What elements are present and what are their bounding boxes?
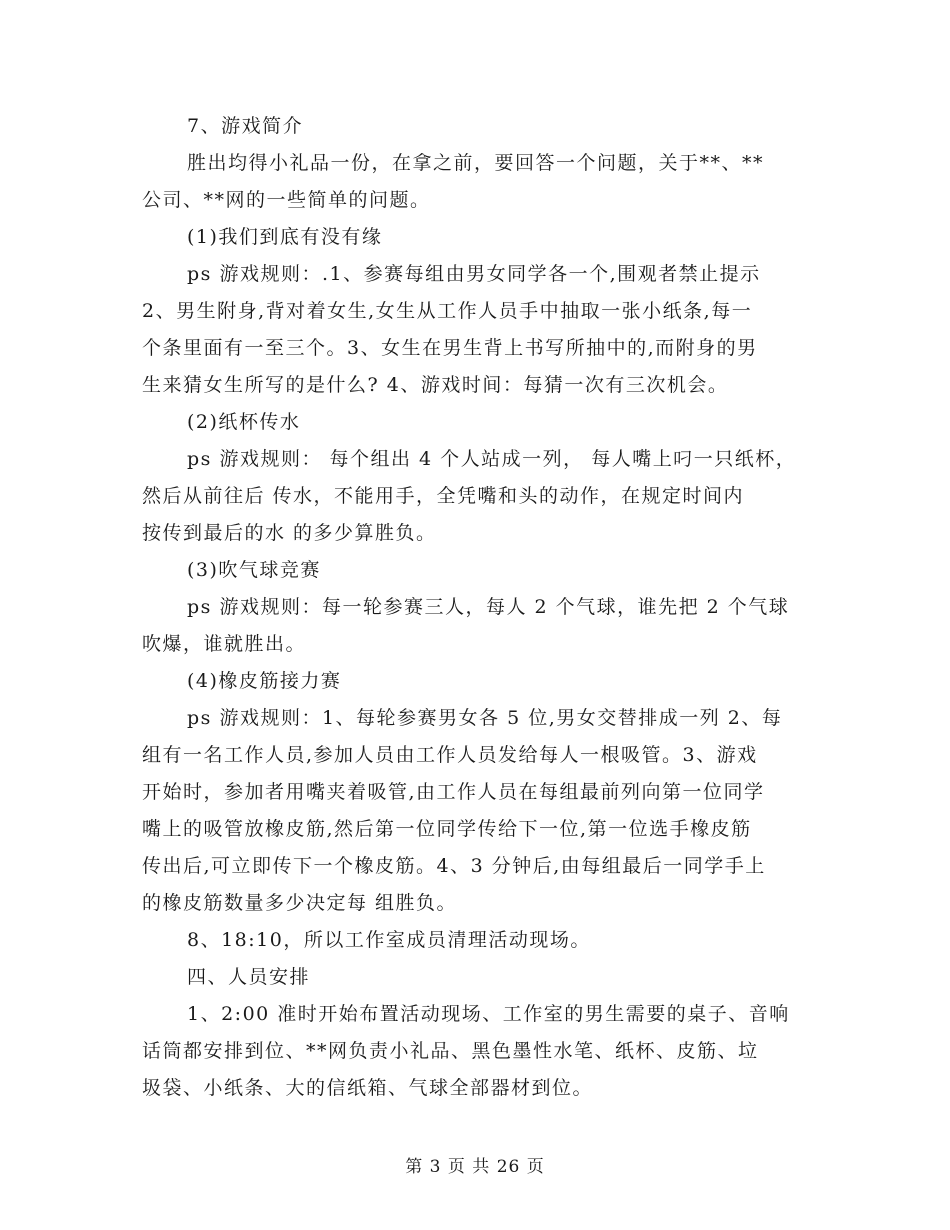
paragraph-line: 开始时，参加者用嘴夹着吸管,由工作人员在每组最前列向第一位同学 xyxy=(142,781,765,803)
paragraph-line: 公司、**网的一些简单的问题。 xyxy=(142,189,431,211)
subheading-game-1: (1)我们到底有没有缘 xyxy=(187,226,383,248)
paragraph-line: 生来猜女生所写的是什么? 4、游戏时间：每猜一次有三次机会。 xyxy=(142,374,729,396)
document-body xyxy=(142,108,814,1107)
paragraph-line: 8、18:10，所以工作室成员清理活动现场。 xyxy=(187,929,591,951)
paragraph-line: 胜出均得小礼品一份，在拿之前，要回答一个问题，关于**、** xyxy=(187,152,765,174)
paragraph-line: 然后从前往后 传水，不能用手，全凭嘴和头的动作，在规定时间内 xyxy=(142,485,745,507)
paragraph-line: 嘴上的吸管放橡皮筋,然后第一位同学传给下一位,第一位选手橡皮筋 xyxy=(142,818,752,840)
subheading-game-4: (4)橡皮筋接力赛 xyxy=(187,670,342,692)
paragraph-line: 按传到最后的水 的多少算胜负。 xyxy=(142,522,437,544)
subheading-game-2: (2)纸杯传水 xyxy=(187,411,301,433)
paragraph-line: 圾袋、小纸条、大的信纸箱、气球全部器材到位。 xyxy=(142,1077,594,1099)
page-footer: 第 3 页 共 26 页 xyxy=(405,1157,545,1177)
paragraph-line: ps 游戏规则：1、每轮参赛男女各 5 位,男女交替排成一列 2、每 xyxy=(187,707,783,729)
heading-game-intro: 7、游戏简介 xyxy=(187,115,304,137)
paragraph-line: 个条里面有一至三个。3、女生在男生背上书写所抽中的,而附身的男 xyxy=(142,337,758,359)
paragraph-line: ps 游戏规则：每一轮参赛三人，每人 2 个气球，谁先把 2 个气球 xyxy=(187,596,790,618)
paragraph-line: 组有一名工作人员,参加人员由工作人员发给每人一根吸管。3、游戏 xyxy=(142,744,758,766)
paragraph-line: 话筒都安排到位、**网负责小礼品、黑色墨性水笔、纸杯、皮筋、垃 xyxy=(142,1040,759,1062)
section-heading-staffing: 四、人员安排 xyxy=(187,966,311,988)
paragraph-line: 2、男生附身,背对着女生,女生从工作人员手中抽取一张小纸条,每一 xyxy=(142,300,753,322)
paragraph-line: ps 游戏规则：.1、参赛每组由男女同学各一个,围观者禁止提示 xyxy=(187,263,761,285)
subheading-game-3: (3)吹气球竞赛 xyxy=(187,559,321,581)
paragraph-line: 吹爆，谁就胜出。 xyxy=(142,633,307,655)
paragraph-line: ps 游戏规则： 每个组出 4 个人站成一列， 每人嘴上叼一只纸杯， xyxy=(187,448,797,470)
paragraph-line: 1、2:00 准时开始布置活动现场、工作室的男生需要的桌子、音响 xyxy=(187,1003,790,1025)
paragraph-line: 传出后,可立即传下一个橡皮筋。4、3 分钟后,由每组最后一同学手上 xyxy=(142,855,766,877)
paragraph-line: 的橡皮筋数量多少决定每 组胜负。 xyxy=(142,892,458,914)
